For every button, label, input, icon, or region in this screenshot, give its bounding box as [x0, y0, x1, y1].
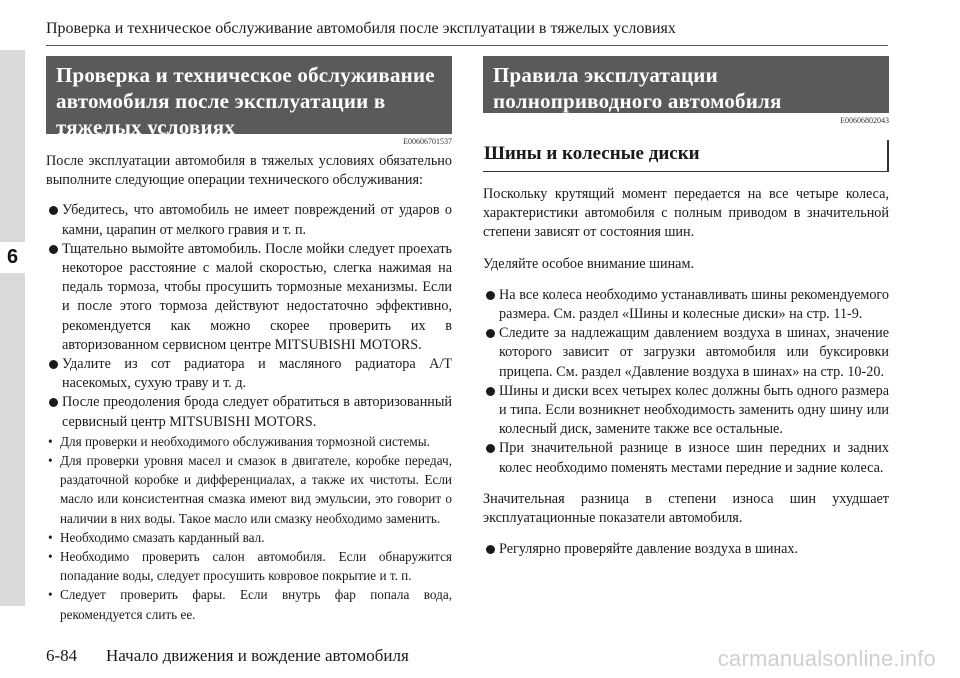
list-item: После преодоления брода следует обратиться в авторизованный сервисный центр MITSUBISHI MOTORS.	[46, 393, 452, 431]
left-section-heading: Проверка и техническое обслуживание автомобиля после эксплуатации в тяжелых условиях	[46, 56, 452, 134]
list-item: • Следует проверить фары. Если внутрь фар попала вода, рекомендуется слить ее.	[46, 585, 452, 623]
list-item: На все колеса необходимо устанавливать шины рекомендуемого размера. См. раздел «Шины и колесные диски» на стр. 11-9.	[483, 286, 889, 324]
right-column	[483, 185, 889, 559]
list-item: Убедитесь, что автомобиль не имеет повреждений от ударов о камни, царапин от мелкого гравия и т. п.	[46, 201, 452, 239]
right-bullet-list	[483, 286, 889, 478]
list-item: Шины и диски всех четырех колес должны быть одного размера и типа. Если возникнет необходимость заменить одну шину или колесный диск, замените также все остальные.	[483, 382, 889, 440]
list-item: Тщательно вымойте автомобиль. После мойки следует проехать некоторое расстояние с малой скоростью, слегка нажимая на педаль тормоза, чтобы просушить тормозные механизмы. Если и после этого тормоза действуют недостаточно эффективно, рекомендуется как можно скорее проверить их в авторизованном сервисном центре MITSUBISHI MOTORS.	[46, 240, 452, 355]
running-header: Проверка и техническое обслуживание автомобиля после эксплуатации в тяжелых условиях	[46, 20, 676, 37]
chapter-side-strip	[0, 50, 25, 606]
chapter-tab: 6	[0, 242, 25, 273]
list-item: При значительной разнице в износе шин передних и задних колес необходимо поменять местами передние и задние колеса.	[483, 439, 889, 477]
list-item: Следите за надлежащим давлением воздуха в шинах, значение которого зависит от загрузки автомобиля или буксировки прицепа. См. раздел «Давление воздуха в шинах» на стр. 10-20.	[483, 324, 889, 382]
left-bullet-list	[46, 201, 452, 431]
list-item: • Необходимо смазать карданный вал.	[46, 528, 452, 547]
list-item: Регулярно проверяйте давление воздуха в шинах.	[483, 540, 889, 559]
right-section-code: E00606802043	[840, 116, 889, 125]
list-item: • Для проверки и необходимого обслуживания тормозной системы.	[46, 432, 452, 451]
page-number: 6-84	[46, 646, 78, 665]
header-rule	[46, 45, 888, 46]
right-bullet-list-2	[483, 540, 889, 559]
footer-chapter-title: Начало движения и вождение автомобиля	[106, 646, 409, 665]
list-item: Удалите из сот радиатора и масляного радиатора A/T насекомых, сухую траву и т. д.	[46, 355, 452, 393]
list-item: • Необходимо проверить салон автомобиля. Если обнаружится попадание воды, следует просушить ковровое покрытие и т. п.	[46, 547, 452, 585]
left-intro: После эксплуатации автомобиля в тяжелых условиях обязательно выполните следующие операции технического обслуживания:	[46, 153, 452, 189]
list-item: • Для проверки уровня масел и смазок в двигателе, коробке передач, раздаточной коробке и дифференциалах, а также их чистоты. Если масло или консистентная смазка имеют вид эмульсии, это говорит о наличии в них воды. Такое масло или смазку необходимо заменить.	[46, 451, 452, 528]
left-section-code: E00606701537	[403, 137, 452, 146]
right-paragraph-2: Уделяйте особое внимание шинам.	[483, 255, 695, 272]
right-subheading: Шины и колесные диски	[483, 140, 889, 172]
left-column	[46, 152, 452, 624]
right-section-heading: Правила эксплуатации полноприводного автомобиля	[483, 56, 889, 113]
right-paragraph-1: Поскольку крутящий момент передается на все четыре колеса, характеристики автомобиля с полным приводом в значительной степени зависят от состояния шин.	[483, 186, 889, 241]
watermark: carmanualsonline.info	[717, 646, 936, 671]
right-paragraph-3: Значительная разница в степени износа шин ухудшает эксплуатационные показатели автомобиля.	[483, 490, 889, 527]
left-sub-bullet-list	[46, 432, 452, 624]
